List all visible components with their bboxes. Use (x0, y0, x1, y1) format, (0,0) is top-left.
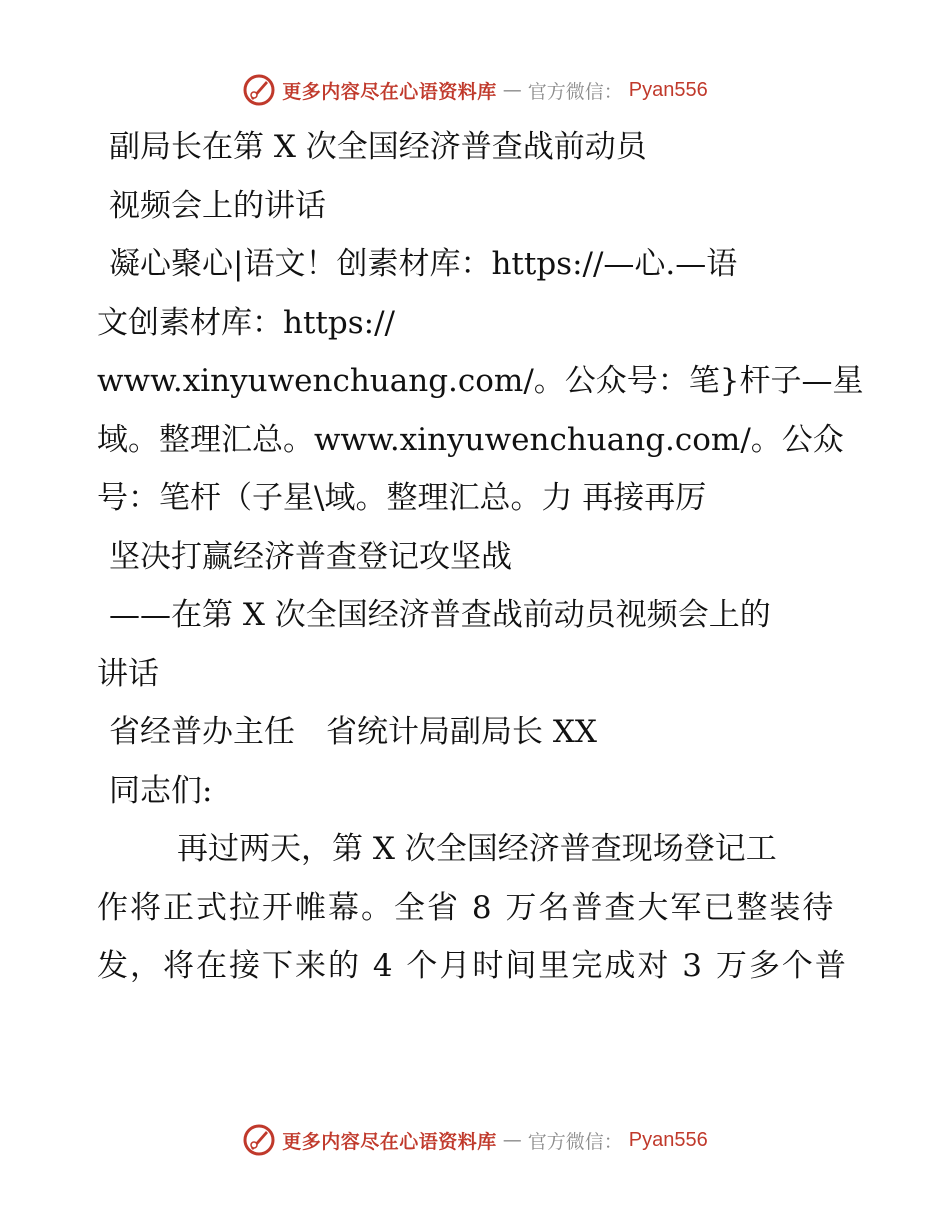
salutation: 同志们: (109, 772, 213, 809)
body-line-2: 作将正式拉开帷幕。全省 8 万名普查大军已整装待 (97, 889, 836, 926)
banner-main-text: 更多内容尽在心语资料库 (282, 1130, 497, 1153)
heading: 坚决打赢经济普查登记攻坚战 (109, 538, 512, 575)
title-line-1: 副局长在第 X 次全国经济普查战前动员 (109, 129, 647, 165)
banner-wechat-id: Pyan556 (628, 78, 708, 101)
watermark-line-2: 文创素材库：https:// (97, 304, 395, 341)
subheading-line-1: ——在第 X 次全国经济普查战前动员视频会上的 (109, 597, 771, 633)
banner-wechat-label: 官方微信： (527, 1130, 623, 1153)
body-line-1: 再过两天，第 X 次全国经济普查现场登记工 (177, 831, 777, 867)
quill-logo-icon (242, 73, 276, 107)
author-line: 省经普办主任 省统计局副局长 XX (109, 714, 597, 750)
header-banner (0, 70, 950, 110)
subheading-line-2: 讲话 (97, 655, 159, 692)
footer-banner (0, 1120, 950, 1160)
banner-separator: — (502, 79, 522, 101)
watermark-line-4: 域。整理汇总。www.xinyuwenchuang.com/。公众 (97, 421, 844, 458)
quill-logo-icon (242, 1123, 276, 1157)
banner-wechat-label: 官方微信： (527, 80, 623, 103)
banner-main-text: 更多内容尽在心语资料库 (282, 80, 497, 103)
body-line-3: 发，将在接下来的 4 个月时间里完成对 3 万多个普 (97, 948, 848, 984)
watermark-line-3: www.xinyuwenchuang.com/。公众号：笔}杆子—星 (97, 363, 864, 399)
watermark-line-1: 凝心聚心|语文！创素材库：https://—心.—语 (109, 246, 738, 282)
banner-separator: — (502, 1129, 522, 1151)
banner-wechat-id: Pyan556 (628, 1128, 708, 1151)
document-body (97, 118, 864, 996)
title-line-2: 视频会上的讲话 (109, 187, 326, 224)
watermark-line-5: 号：笔杆（子星\域。整理汇总。力 再接再厉 (97, 480, 707, 516)
